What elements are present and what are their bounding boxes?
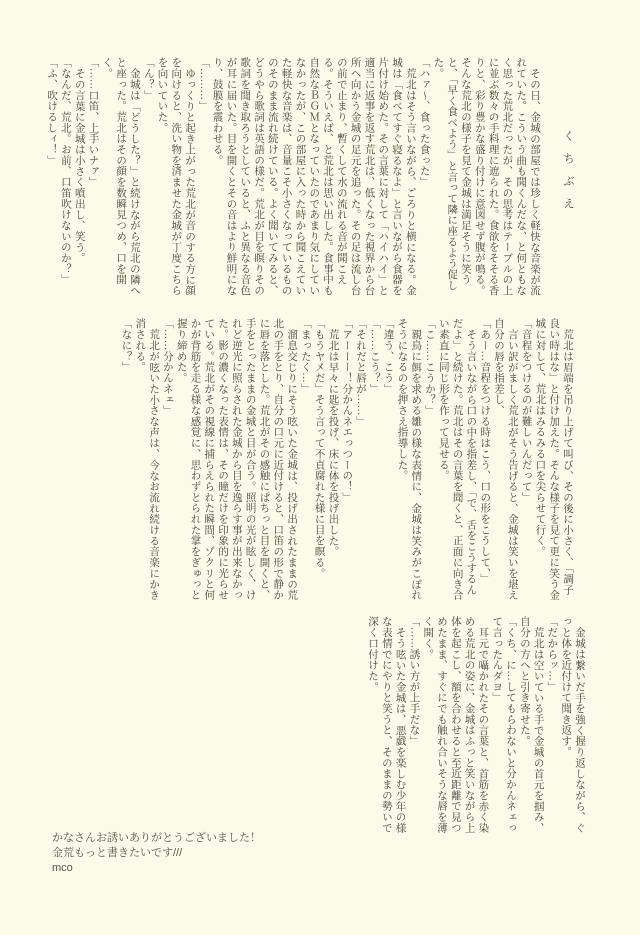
paragraph: 「あー…音程をつける時はこう、口の形をこうして、」 xyxy=(479,318,491,584)
paragraph: 「違う、こう」 xyxy=(382,318,394,394)
page-title: くちぶえ xyxy=(562,130,574,220)
paragraph: 「ん？」 xyxy=(142,57,154,101)
paragraph: 「ハァ～、食った食った」 xyxy=(418,57,430,188)
paragraph: 「ふ、吹けるしィ！」 xyxy=(46,57,58,166)
paragraph: 「……口笛、上手いナァ」 xyxy=(87,57,99,188)
paragraph: 「こ……こうか？」 xyxy=(424,318,436,416)
paragraph: 「まったく…」 xyxy=(299,318,311,394)
paragraph: 「音程をつけるのが難しいんだって」 xyxy=(520,318,532,503)
paragraph: 「……分かんネェ」 xyxy=(161,318,173,416)
afterword-line: かなさんお誘いありがとうございました！ xyxy=(52,832,261,844)
paragraph: 親鳥に餌を求める雛の様な表情に、金城は笑みがこぼれそうになるのを押さえ指導した。 xyxy=(396,318,422,600)
paragraph: 荒北は空いている手で金城の首元を掴み、自分の方へと引き寄せた。 xyxy=(518,616,544,833)
paragraph: 荒北は眉端を吊り上げて叫び、その後に小さく、「調子良い時はな」と付け加えた。そんな様子を見て更に笑う金城に対して、荒北はみるみる口を尖らせて行く。 xyxy=(534,318,573,601)
paragraph: 溜息交じりにそう呟いた金城は、投げ出されたままの荒北の手をとり、自分の口元に近付けると、口笛の形で静かに唇を落とした。荒北がその感触にぱちっと目を開くと、手をとったままの金城と目が合う。照明の光が眩しく、けれど逆光に照らされた金城から目を逸らす事が出来なかった。影の濃くなった表情は、その瞳だけを印象的に光らせている。荒北がその視線に捕らえられた瞬間、ゾクリと何かが背筋を走る様な感覚に、思わずとられた掌をぎゅっと握り締めた。 xyxy=(175,318,298,601)
paragraph: 荒北が呟いた小さな声は、今なお流れ続ける音楽にかき消される。 xyxy=(134,318,160,600)
paragraph: 「……誘い方が上手だな」 xyxy=(408,616,420,747)
text-block-top xyxy=(44,57,541,304)
paragraph: 「もうヤメだ」そう言って不貞腐れた様に目を瞑る。 xyxy=(313,318,325,579)
paragraph: 言い訳がましく荒北がそう告げると、金城は笑いを堪え自分の唇を指差し、 xyxy=(493,318,518,600)
paragraph: 荒北は早々に匙を投げ、床に体を投げ出した。 xyxy=(327,328,339,557)
paragraph: 「なんだ、荒北。お前、口笛吹けないのか？」 xyxy=(59,57,71,285)
paragraph: そう呟いた金城は、悪戯を楽しむ少年の様な表情でにやりと笑うと、そのままの勢いで深く口付けた。 xyxy=(367,616,406,833)
paragraph: そう言いながら口の中を指差し、「で、舌をこうするんだよ」と続けた。荒北はその言葉を聞くと、正面に向き合い素直に同じ形を作って見せる。 xyxy=(437,318,477,601)
text-block-bottom xyxy=(365,616,586,838)
text-block-middle xyxy=(119,318,574,601)
paragraph: ゆっくりと起き上がった荒北が音のする方に顔を向けると、洗い物を済ませた金城が丁度こちらを向いていた。 xyxy=(156,57,196,296)
paragraph: 「くち、に…してもらわないと分かんネェって言ったんダヨ」 xyxy=(491,616,517,833)
paragraph: その日、金城の部屋では珍しく軽快な音楽が流れていた。こういう曲も聞くんだな、と何ともなく思った荒北だったが、その思考はテーブルの上に並ぶ数々の手料理に遮られた。食欲をそそる香りと、彩り豊かな盛り付けに意図せず腹が鳴る。そんな荒北の様子を見て金城は満足そうに笑うと、「早く食べよう」と言って隣に座るよう促した。 xyxy=(432,57,540,296)
author-signature: mco xyxy=(52,862,73,874)
afterword-note xyxy=(52,831,261,876)
paragraph: 耳元で囁かれたその言葉と、首筋を赤く染める荒北の姿に、金城はふっと笑いながら上体を起こし、額を合わせると至近距離で見つめたまま、すぐにでも触れ合いそうな唇を薄く開く。 xyxy=(422,616,489,833)
paragraph: 「なに？」 xyxy=(120,318,132,373)
paragraph: 金城は繋いだ手を強く握り返しながら、ぐっと体を近付けて聞き返す。 xyxy=(560,616,585,833)
afterword-line: 金荒もっと書きたいです/// xyxy=(52,847,183,859)
paragraph: 金城は「どうした？」と続けながら荒北の隣へと座った。荒北はその顔を数瞬見つめ、口を開く。 xyxy=(101,57,140,296)
paragraph: 「アーーー！分かんネエっつーの！」 xyxy=(341,318,353,503)
paragraph: 「それだと唇が……」 xyxy=(355,318,367,427)
paragraph: 「………」 xyxy=(197,57,209,112)
paragraph: その言葉に金城は小さく噴出し、笑う。 xyxy=(73,67,85,263)
paragraph: 「……こう？」 xyxy=(368,318,380,394)
paragraph: 荒北はそう言いながら、ごろりと横になる。金城は「食べてすぐ寝るなよ」と言いながら食器を片付け始めた。その言葉に対して「ハイハイ」と適当に返事を返す荒北は、低くなった視界から台所へ向かう金城の足元を追った。その足は流し台の前で止まり、暫くして水の流れる音が聞こえる。そういえば、と荒北は思い出した。食事中も自然なＢＧＭとなっていたのであまり気にしていなかったが、この部屋に入った時から聞こえていた軽快な音楽は、音量こそ小さくなっているもののそのまま流れ続けている。よく聞いてみると、どうやら歌詞は英語の様だ。荒北が目を瞑りその歌詞を聞き取ろうとしていると、ふと異なる音色が耳に届いた。目を開くとその音はより鮮明になり、鼓膜を震わせる。 xyxy=(211,57,416,296)
paragraph: 「だからッ…」 xyxy=(546,616,558,692)
